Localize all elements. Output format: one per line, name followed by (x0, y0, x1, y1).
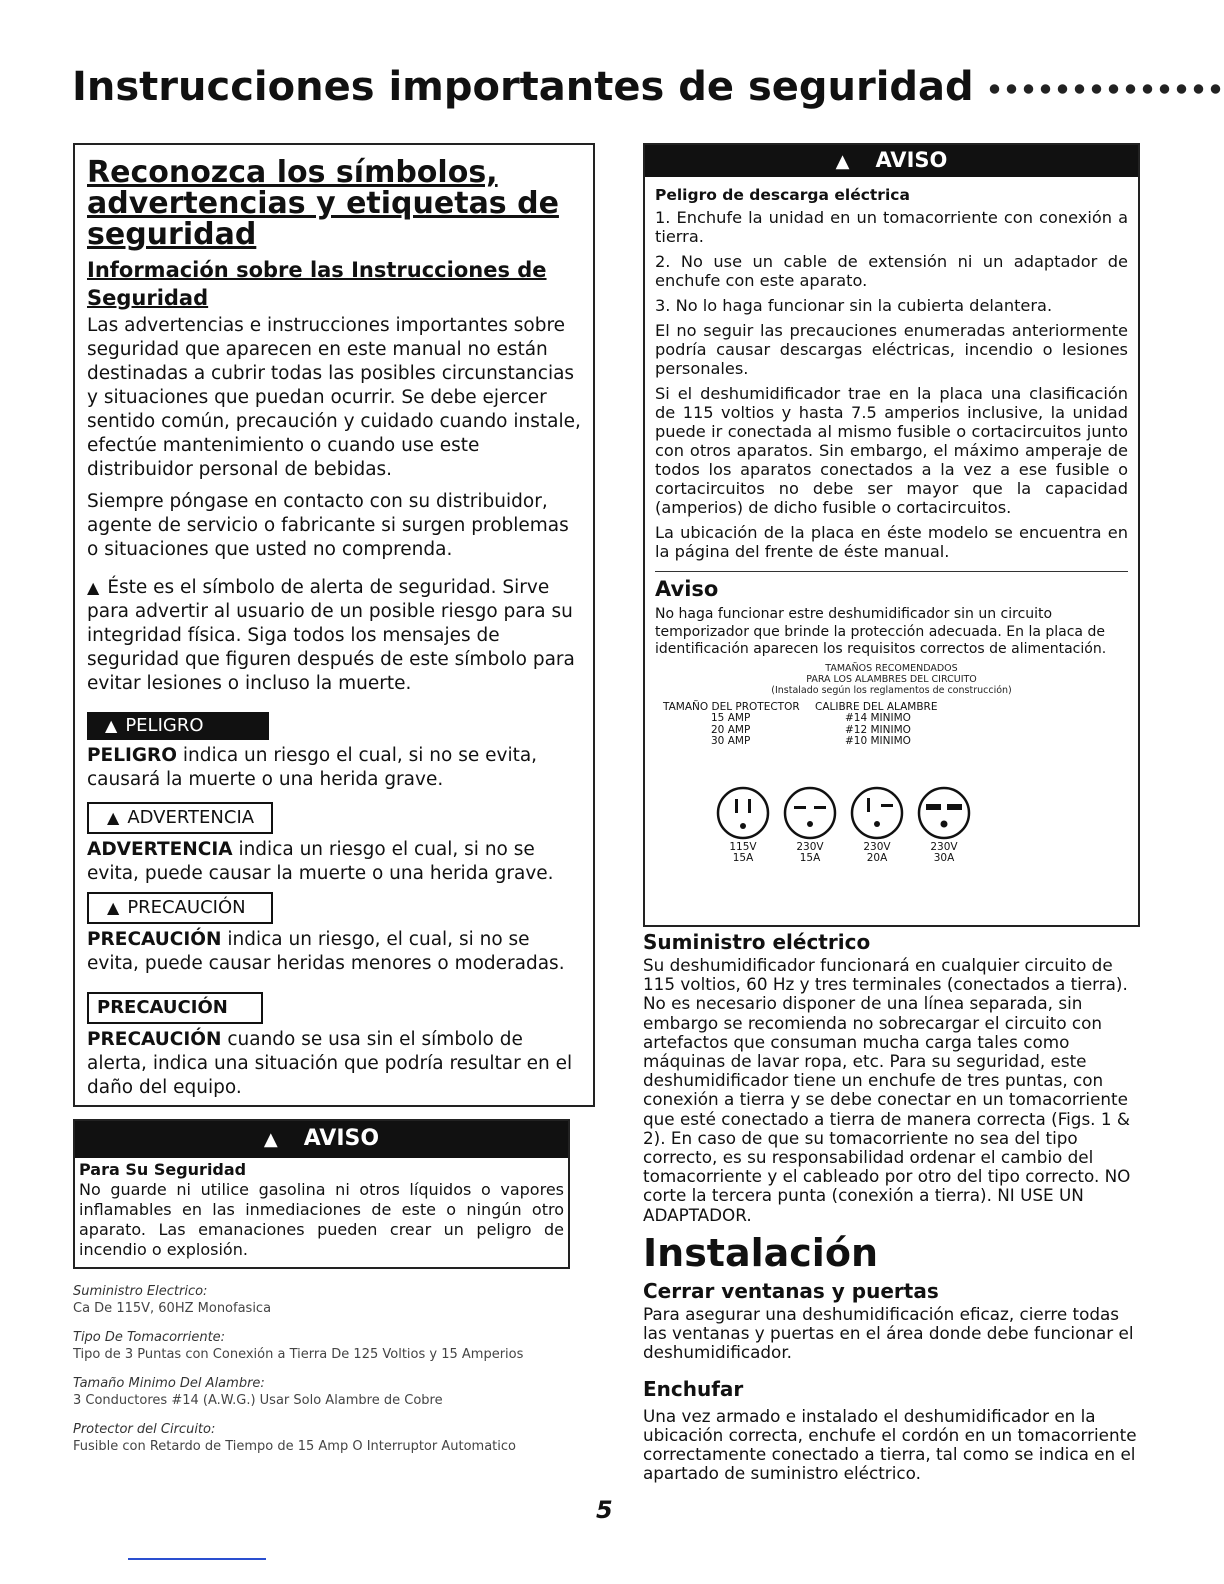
symbols-paragraph-1: Las advertencias e instrucciones importantes sobre seguridad que aparecen en este manual no están destinadas a cubrir todas las posibles circunstancias y situaciones que puedan ocurrir. Se debe ejercer sentido común, precaución y cuidado cuando instale, efectúe mantenimiento o cuando use este distribuidor personal de bebidas. (87, 315, 581, 480)
enchufar-heading: Enchufar (643, 1376, 744, 1401)
footer-rule (128, 1558, 266, 1560)
advertencia-label: ▲ ADVERTENCIA (87, 802, 273, 834)
aviso-circuit-text: No haga funcionar estre deshumidificador sin un circuito temporizador que brinde la protección adecuada. En la placa de identificación aparecen los requisitos correctos de alimentación. (655, 606, 1107, 657)
safety-symbols-box (73, 143, 595, 1107)
page-title: Instrucciones importantes de seguridad (72, 62, 1224, 112)
outlet-230v-15a-icon (783, 786, 837, 840)
divider (655, 571, 1128, 572)
suministro-section (643, 930, 1143, 1225)
warning-triangle-icon: ▲ (87, 578, 100, 597)
warning-triangle-icon: ▲ (107, 808, 120, 827)
outlet-230v-30a: 230V 30A (914, 786, 974, 864)
electrical-specs (73, 1283, 593, 1467)
warning-paragraph: Si el deshumidificador trae en la placa una clasificación de 115 voltios y hasta 7.5 amperios inclusive, la unidad puede ir conectada al mismo fusible o cortacircuitos junto con otros aparatos. Sin embargo, el máximo amperaje de todos los aparatos conectados a la vez a ese fusible o cortacircuitos no debe ser mayor que la capacidad (amperios) de dicho fusible o cortacircuitos. (655, 384, 1128, 517)
suministro-text: Su deshumidificador funcionará en cualquier circuito de 115 voltios, 60 Hz y tres terminales (conectados a tierra). No es necesario disponer de una línea separada, sin embargo se recomienda no sobrecargar el circuito con artefactos que consuman mucha carga tales como máquinas de lavar ropa, etc. Para su seguridad, este deshumidificador tiene un enchufe de tres puntas, con conexión a tierra y se debe conectar en un tomacorriente que esté conectado a tierra de manera correcta (Figs. 1 & 2). En caso de que su tomacorriente no sea del tipo correcto, es su responsabilidad ordenar el cambio del tomacorriente y el cableado por otro del tipo correcto. NO corte la tercera punta (conexión a tierra). NI USE UN ADAPTADOR. (643, 955, 1131, 1225)
outlet-230v-20a: 230V 20A (847, 786, 907, 864)
aviso-circuit-title: Aviso (655, 577, 719, 601)
peligro-label: ▲ PELIGRO (87, 712, 269, 740)
instalacion-heading: Instalación (643, 1231, 878, 1275)
advertencia-description: ADVERTENCIA indica un riesgo el cual, si no se evita, puede causar la muerte o una herida grave. (87, 839, 554, 884)
table-row: 20 AMP #12 MINIMO (711, 723, 911, 736)
wire-sizes-title: TAMAÑOS RECOMENDADOS PARA LOS ALAMBRES DEL CIRCUITO (Instalado según los reglamentos de construcción) (771, 662, 1012, 696)
outlet-diagrams (713, 786, 1128, 864)
spec-item: Tipo De Tomacorriente: Tipo de 3 Puntas con Conexión a Tierra De 125 Voltios y 15 Amperios (73, 1330, 524, 1362)
warning-paragraph: La ubicación de la placa en éste modelo se encuentra en la página del frente de éste manual. (655, 523, 1128, 561)
symbols-paragraph-2: Siempre póngase en contacto con su distribuidor, agente de servicio o fabricante si surgen problemas o situaciones que usted no comprenda. (87, 491, 569, 560)
warning-item: 2. No use un cable de extensión ni un adaptador de enchufe con este aparato. (655, 252, 1128, 290)
aviso-header: ▲ AVISO (75, 1121, 568, 1158)
enchufar-text: Una vez armado e instalado el deshumidificador en la ubicación correcta, enchufe el cordón en un tomacorriente correctamente conectado a tierra, tal como se indica en el apartado de suministro eléctrico. (643, 1405, 1137, 1484)
alert-symbol-paragraph: ▲ Éste es el símbolo de alerta de seguridad. Sirve para advertir al usuario de un posible riesgo para su integridad física. Siga todos los mensajes de seguridad que figuren después de este símbolo para evitar lesiones o incluso la muerte. (87, 577, 575, 694)
table-row: 30 AMP #10 MINIMO (711, 735, 911, 747)
table-row: 15 AMP #14 MINIMO (711, 712, 911, 724)
outlet-230v-15a: 230V 15A (780, 786, 840, 864)
precaucion-label: PRECAUCIÓN (87, 992, 263, 1024)
wire-sizes-table (663, 702, 1128, 748)
cerrar-heading: Cerrar ventanas y puertas (643, 1279, 939, 1303)
aviso-subtitle: Para Su Seguridad (79, 1160, 247, 1179)
suministro-heading: Suministro eléctrico (643, 930, 871, 954)
spec-item: Protector del Circuito: Fusible con Retardo de Tiempo de 15 Amp O Interruptor Automatico (73, 1422, 516, 1454)
symbols-subheading: Información sobre las Instrucciones de Seguridad (87, 258, 547, 310)
electric-shock-subtitle: Peligro de descarga eléctrica (655, 186, 910, 204)
aviso-electric-header: ▲ AVISO (645, 145, 1138, 177)
aviso-text: No guarde ni utilice gasolina ni otros líquidos o vapores inflamables en las inmediaciones de este o ningún otro aparato. Las emanaciones pueden crear un peligro de incendio o explosión. (79, 1180, 564, 1259)
warning-triangle-icon: ▲ (107, 898, 120, 917)
outlet-230v-30a-icon (917, 786, 971, 840)
peligro-description: PELIGRO indica un riesgo el cual, si no se evita, causará la muerte o una herida grave. (87, 745, 538, 790)
page-number: 5 (596, 1496, 613, 1524)
warning-item: 1. Enchufe la unidad en un tomacorriente con conexión a tierra. (655, 208, 1128, 246)
warning-item: 3. No lo haga funcionar sin la cubierta delantera. (655, 296, 1053, 315)
warning-paragraph: El no seguir las precauciones enumeradas anteriormente podría causar descargas eléctricas, incendio o lesiones personales. (655, 321, 1128, 378)
symbols-heading: Reconozca los símbolos, advertencias y etiquetas de seguridad (87, 155, 559, 252)
warning-triangle-icon: ▲ (105, 716, 118, 735)
warning-triangle-icon: ▲ (835, 151, 850, 172)
outlet-230v-20a-icon (850, 786, 904, 840)
aviso-electric-box (643, 143, 1140, 927)
aviso-safety-box (73, 1119, 570, 1269)
precaucion-description: PRECAUCIÓN cuando se usa sin el símbolo de alerta, indica una situación que podría resultar en el daño del equipo. (87, 1029, 573, 1098)
precaucion-alert-label: ▲ PRECAUCIÓN (87, 892, 273, 924)
wire-table-header: TAMAÑO DEL PROTECTOR CALIBRE DEL ALAMBRE (663, 700, 938, 713)
instalacion-section (643, 1231, 1143, 1483)
cerrar-text: Para asegurar una deshumidificación eficaz, cierre todas las ventanas y puertas en el área donde debe funcionar el deshumidificador. (643, 1304, 1134, 1363)
spec-item: Suministro Electrico: Ca De 115V, 60HZ Monofasica (73, 1284, 272, 1316)
warning-triangle-icon: ▲ (263, 1129, 278, 1150)
outlet-115v-15a-icon (716, 786, 770, 840)
precaucion-alert-description: PRECAUCIÓN indica un riesgo, el cual, si no se evita, puede causar heridas menores o moderadas. (87, 929, 565, 974)
title-dot-leader (986, 84, 1224, 94)
spec-item: Tamaño Minimo Del Alambre: 3 Conductores #14 (A.W.G.) Usar Solo Alambre de Cobre (73, 1376, 443, 1408)
outlet-115v-15a: 115V 15A (713, 786, 773, 864)
